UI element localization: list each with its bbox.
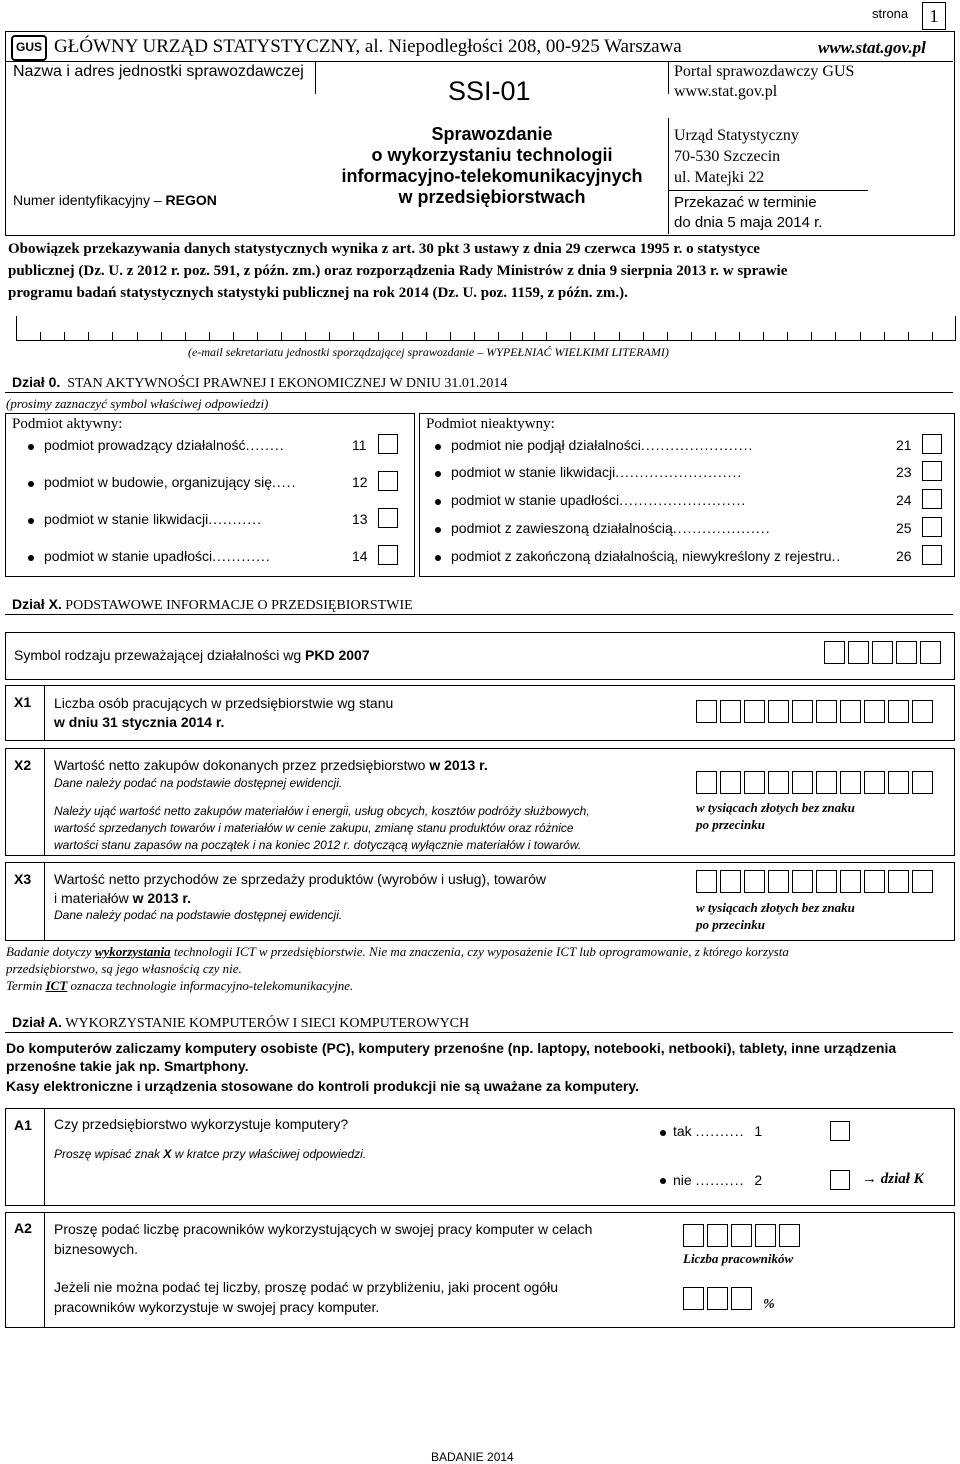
email-cell-divider — [667, 332, 668, 340]
sectionA-title: Dział A. WYKORZYSTANIE KOMPUTERÓW I SIECI KOMPUTEROWYCH — [12, 1014, 470, 1031]
option-checkbox[interactable] — [922, 461, 942, 481]
email-cell-divider — [932, 332, 933, 340]
x2-unit: w tysiącach złotych bez znaku po przecinku — [696, 800, 855, 832]
email-cell-divider — [570, 332, 571, 340]
email-cell-divider — [619, 332, 620, 340]
x2-code: X2 — [14, 757, 32, 773]
email-cell-divider — [329, 332, 330, 340]
x2-input[interactable] — [696, 771, 936, 794]
bullet-icon — [435, 471, 441, 477]
x2-question: Wartość netto zakupów dokonanych przez przedsiębiorstwo w 2013 r. — [54, 757, 488, 773]
bullet-icon — [28, 518, 34, 524]
email-cell-divider — [498, 332, 499, 340]
email-cell-divider — [546, 332, 547, 340]
a2-count-label: Liczba pracowników — [683, 1251, 794, 1266]
x3-code: X3 — [14, 871, 32, 887]
bullet-icon — [660, 1130, 666, 1136]
a2-count-input[interactable] — [683, 1224, 803, 1247]
percent-sign: % — [763, 1297, 775, 1312]
email-cell-divider — [426, 332, 427, 340]
x3-question: Wartość netto przychodów ze sprzedaży produktów (wyrobów i usług), towarów i materiałów w 2013 r. — [54, 871, 547, 906]
section0-title: Dział 0. STAN AKTYWNOŚCI PRAWNEJ I EKONOMICZNEJ W DNIU 31.01.2014 — [12, 374, 508, 391]
email-cell-divider — [908, 332, 909, 340]
name-address-label: Nazwa i adres jednostki sprawozdawczej — [13, 63, 304, 80]
a2-code: A2 — [14, 1220, 32, 1236]
a1-no-label: nie .......... 2 — [673, 1172, 763, 1188]
email-cell-divider — [739, 332, 740, 340]
bullet-icon — [435, 555, 441, 561]
pkd-label: Symbol rodzaju przeważającej działalności wg PKD 2007 — [14, 647, 370, 663]
option-label: podmiot z zawieszoną działalnością.................... — [451, 520, 771, 536]
email-cell-divider — [281, 332, 282, 340]
office-address: al. Niepodległości 208, 00-925 Warszawa — [360, 36, 682, 57]
local-office-address: Urząd Statystyczny 70-530 Szczecin ul. Matejki 22 — [674, 127, 799, 186]
option-label: podmiot w stanie upadłości.......................... — [451, 492, 747, 508]
sectionA-intro: Do komputerów zaliczamy komputery osobiste (PC), komputery przenośne (np. laptopy, notebooki, netbooki), tablety, inne urządzenia przenośne takie jak np. Smartphony. Kasy elektroniczne i urządzenia stosowane do kontroli produkcji nie są uważane za komputery. — [6, 1040, 897, 1094]
option-code: 26 — [896, 548, 912, 564]
bullet-icon — [435, 444, 441, 450]
option-label: podmiot z zakończoną działalnością, niewykreślony z rejestru.. — [451, 548, 842, 564]
x2-note: Dane należy podać na podstawie dostępnej ewidencji. — [54, 776, 343, 790]
email-caption: (e-mail sekretariatu jednostki sporządzającej sprawozdanie – WYPEŁNIAĆ WIELKIMI LITERAMI) — [188, 345, 669, 359]
a2-percent-input[interactable] — [683, 1287, 755, 1310]
bullet-icon — [28, 481, 34, 487]
page-label: strona — [872, 6, 909, 21]
option-checkbox[interactable] — [378, 471, 398, 491]
email-cell-divider — [378, 332, 379, 340]
portal-url[interactable]: www.stat.gov.pl — [674, 83, 778, 100]
option-checkbox[interactable] — [378, 434, 398, 454]
footer: BADANIE 2014 — [431, 1450, 514, 1464]
email-cell-divider — [474, 332, 475, 340]
option-code: 12 — [352, 474, 368, 490]
email-cell-divider — [88, 332, 89, 340]
email-cell-divider — [40, 332, 41, 340]
bullet-icon — [660, 1178, 666, 1184]
email-cell-divider — [860, 332, 861, 340]
email-cell-divider — [522, 332, 523, 340]
a1-yes-label: tak .......... 1 — [673, 1123, 763, 1139]
x3-input[interactable] — [696, 870, 936, 893]
email-cell-divider — [450, 332, 451, 340]
a1-no-checkbox[interactable] — [830, 1170, 850, 1190]
active-label: Podmiot aktywny: — [12, 416, 123, 432]
bullet-icon — [28, 444, 34, 450]
option-checkbox[interactable] — [378, 545, 398, 565]
x1-question: Liczba osób pracujących w przedsiębiorstwie wg stanu w dniu 31 stycznia 2014 r. — [54, 695, 394, 730]
option-label: podmiot w stanie likwidacji.......................... — [451, 464, 743, 480]
bullet-icon — [28, 555, 34, 561]
option-code: 25 — [896, 520, 912, 536]
option-checkbox[interactable] — [922, 489, 942, 509]
website-link[interactable]: www.stat.gov.pl — [818, 38, 926, 57]
email-cell-divider — [209, 332, 210, 340]
x3-unit: w tysiącach złotych bez znaku po przecinku — [696, 900, 855, 932]
email-cell-divider — [691, 332, 692, 340]
pkd-input[interactable] — [824, 641, 944, 664]
option-code: 23 — [896, 464, 912, 480]
x2-info: Należy ująć wartość netto zakupów materiałów i energii, usług obcych, kosztów podróży służbowych, wartość sprzedanych towarów i materiałów w cenie zakupu, zmianę stanu produktów oraz różnice wartości stanu zapasów na początek i na koniec 2012 r. dotyczącą wyłącznie materiałów i towarów. — [54, 804, 590, 852]
a1-yes-checkbox[interactable] — [830, 1121, 850, 1141]
option-checkbox[interactable] — [922, 434, 942, 454]
email-cell-divider — [594, 332, 595, 340]
email-cell-divider — [161, 332, 162, 340]
email-cell-divider — [112, 332, 113, 340]
sectionX-title: Dział X. PODSTAWOWE INFORMACJE O PRZEDSIĘBIORSTWIE — [12, 596, 413, 613]
a2-question: Proszę podać liczbę pracowników wykorzystujących w swojej pracy komputer w celach biznesowych. Jeżeli nie można podać tej liczby, proszę podać w przybliżeniu, jaki procent ogółu pracowników wykorzystuje w swojej pracy komputer. — [54, 1221, 593, 1315]
regon-label: Numer identyfikacyjny – REGON — [13, 192, 217, 208]
email-cell-divider — [643, 332, 644, 340]
portal-label: Portal sprawozdawczy GUS — [674, 63, 855, 80]
ict-note: Badanie dotyczy wykorzystania technologii ICT w przedsiębiorstwie. Nie ma znaczenia, czy wyposażenie ICT lub oprogramowanie, z którego korzysta przedsiębiorstwo, są jego własnością czy nie. Termin ICT oznacza technologie informacyjno-telekomunikacyjne. — [6, 944, 789, 993]
report-title: Sprawozdanie o wykorzystaniu technologii informacyjno-telekomunikacyjnych w przedsiębiorstwach — [341, 124, 643, 207]
option-label: podmiot w stanie upadłości............ — [44, 548, 271, 564]
bullet-icon — [435, 527, 441, 533]
page-number: 1 — [922, 2, 946, 30]
option-checkbox[interactable] — [922, 545, 942, 565]
x3-note: Dane należy podać na podstawie dostępnej ewidencji. — [54, 908, 343, 922]
email-cell-divider — [137, 332, 138, 340]
a1-code: A1 — [14, 1117, 32, 1133]
email-cell-divider — [64, 332, 65, 340]
email-cell-divider — [353, 332, 354, 340]
goto-section-k: → dział K — [862, 1171, 924, 1187]
office-name: GŁÓWNY URZĄD STATYSTYCZNY, — [54, 36, 361, 57]
email-cell-divider — [763, 332, 764, 340]
email-cell-divider — [305, 332, 306, 340]
option-label: podmiot nie podjął działalności....................... — [451, 437, 754, 453]
a1-hint: Proszę wpisać znak X w kratce przy właściwej odpowiedzi. — [54, 1147, 367, 1161]
legal-basis: Obowiązek przekazywania danych statystycznych wynika z art. 30 pkt 3 ustawy z dnia 29 czerwca 1995 r. o statystyce publicznej (Dz. U. z 2012 r. poz. 591, z późn. zm.) oraz rozporządzenia Rady Ministrów z dnia 9 sierpnia 2013 r. w sprawie programu badań statystycznych statystyki publicznej na rok 2014 (Dz. U. poz. 1159, z późn. zm.). — [8, 241, 788, 301]
option-code: 24 — [896, 492, 912, 508]
header-office-line — [54, 36, 682, 58]
section0-hint: (prosimy zaznaczyć symbol właściwej odpowiedzi) — [6, 396, 269, 411]
email-input-cells[interactable] — [16, 316, 956, 341]
email-cell-divider — [884, 332, 885, 340]
option-label: podmiot w stanie likwidacji........... — [44, 511, 262, 527]
form-code: SSI-01 — [448, 76, 531, 106]
option-code: 11 — [352, 437, 367, 453]
option-code: 21 — [896, 437, 912, 453]
option-checkbox[interactable] — [378, 508, 398, 528]
deadline: Przekazać w terminie do dnia 5 maja 2014 r. — [674, 194, 823, 231]
email-cell-divider — [835, 332, 836, 340]
option-label: podmiot w budowie, organizujący się..... — [44, 474, 297, 490]
email-cell-divider — [715, 332, 716, 340]
email-cell-divider — [233, 332, 234, 340]
email-cell-divider — [787, 332, 788, 340]
option-checkbox[interactable] — [922, 517, 942, 537]
inactive-label: Podmiot nieaktywny: — [426, 416, 555, 432]
a1-question: Czy przedsiębiorstwo wykorzystuje komputery? — [54, 1116, 349, 1132]
option-code: 14 — [352, 548, 368, 564]
option-code: 13 — [352, 511, 368, 527]
gus-logo: GUS — [11, 35, 47, 61]
email-cell-divider — [811, 332, 812, 340]
bullet-icon — [435, 499, 441, 505]
x1-input[interactable] — [696, 700, 936, 723]
email-cell-divider — [185, 332, 186, 340]
email-cell-divider — [257, 332, 258, 340]
option-label: podmiot prowadzący działalność........ — [44, 437, 285, 453]
x1-code: X1 — [14, 694, 32, 710]
email-cell-divider — [402, 332, 403, 340]
